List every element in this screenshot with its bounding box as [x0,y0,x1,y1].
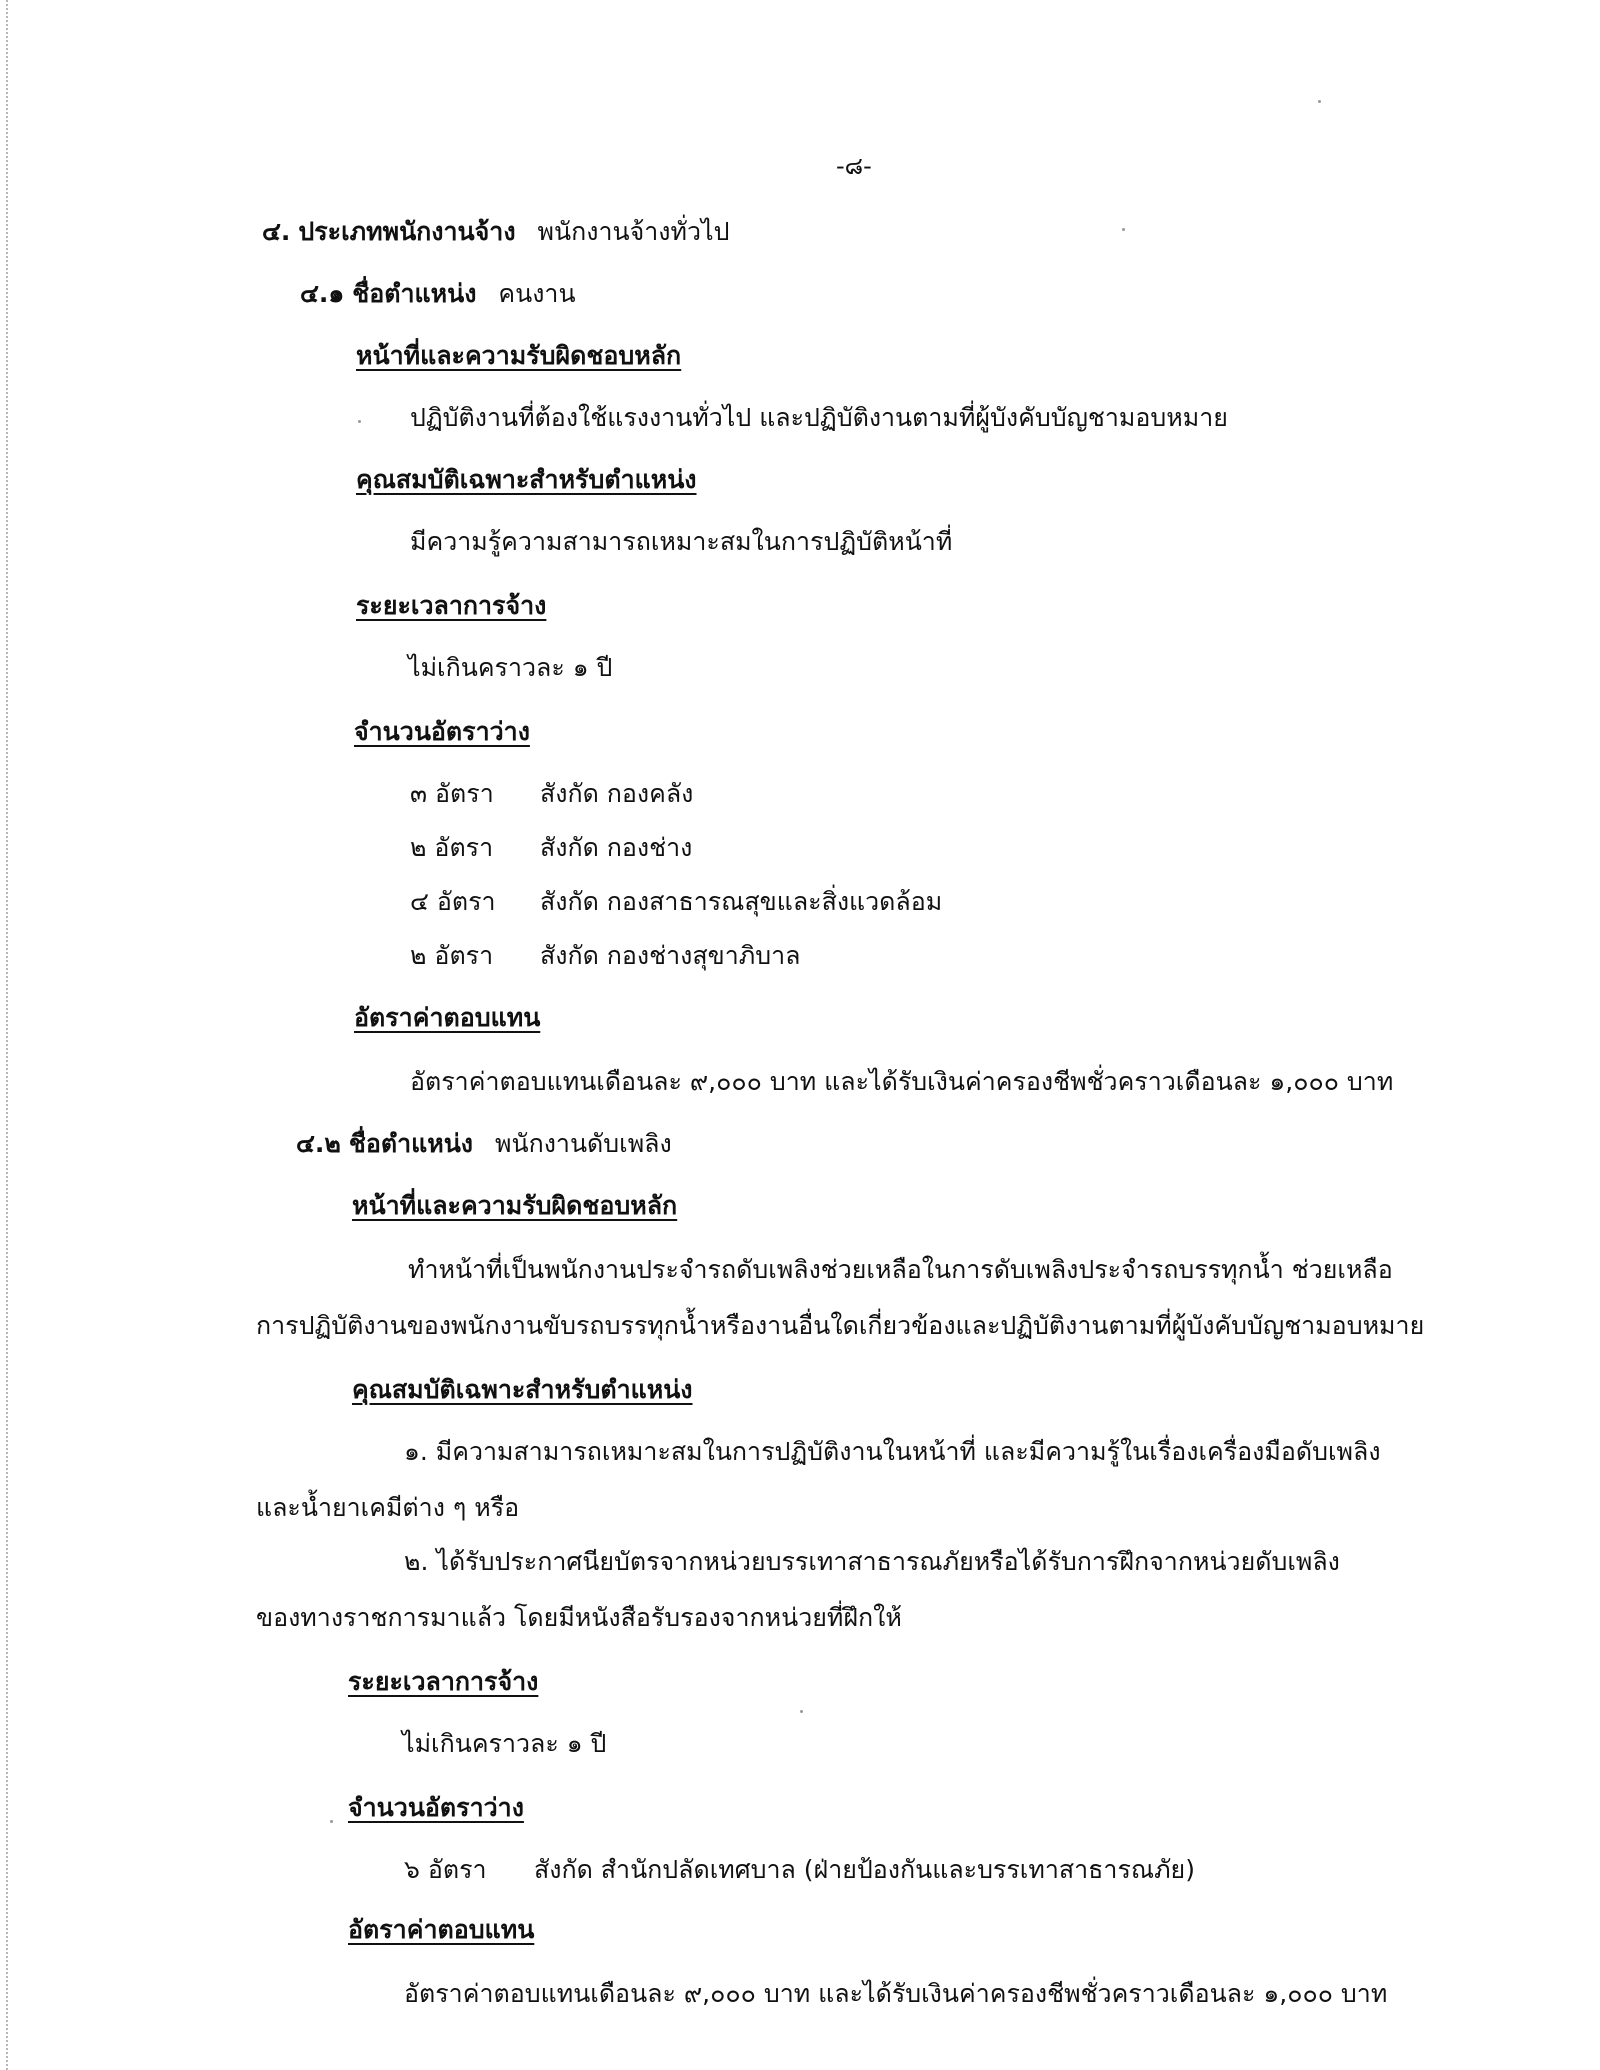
list-item [410,938,800,974]
position1-duties-text: ปฏิบัติงานที่ต้องใช้แรงงานทั่วไป และปฏิบัติงานตามที่ผู้บังคับบัญชามอบหมาย [410,403,1228,432]
position1-label: ชื่อตำแหน่ง [352,279,477,308]
position2-qual1-line1: ๑. มีความสามารถเหมาะสมในการปฏิบัติงานในหน้าที่ และมีความรู้ในเรื่องเครื่องมือดับเพลิง [404,1437,1381,1466]
position1-pay-text: อัตราค่าตอบแทนเดือนละ ๙,๐๐๐ บาท และได้รับเงินค่าครองชีพชั่วคราวเดือนละ ๑,๐๐๐ บาท [410,1067,1394,1096]
position1-qual-text: มีความรู้ความสามารถเหมาะสมในการปฏิบัติหน้าที่ [410,527,953,556]
page-number: -๘- [836,152,872,180]
position1-pay-heading: อัตราค่าตอบแทน [354,1003,541,1032]
vacancy-dept: สังกัด สำนักปลัดเทศบาล (ฝ่ายป้องกันและบรรเทาสาธารณภัย) [534,1855,1195,1884]
position2-qual2-line1: ๒. ได้รับประกาศนียบัตรจากหน่วยบรรเทาสาธารณภัยหรือได้รับการฝึกจากหน่วยดับเพลิง [404,1547,1340,1576]
position2-heading [296,1126,672,1162]
list-item [410,830,692,866]
position2-number: ๔.๒ [296,1129,341,1158]
section-heading [262,214,729,250]
vacancy-count: ๓ อัตรา [410,779,494,808]
vacancy-count: ๖ อัตรา [404,1855,487,1884]
position2-qual-heading: คุณสมบัติเฉพาะสำหรับตำแหน่ง [352,1375,693,1404]
scan-speck [1318,100,1321,103]
position2-period-heading: ระยะเวลาการจ้าง [348,1667,539,1696]
position2-pay-heading: อัตราค่าตอบแทน [348,1915,535,1944]
position2-duties-line1: ทำหน้าที่เป็นพนักงานประจำรถดับเพลิงช่วยเหลือในการดับเพลิงประจำรถบรรทุกน้ำ ช่วยเหลือ [408,1255,1393,1284]
section-number: ๔. [262,217,291,246]
vacancy-count: ๒ อัตรา [410,833,494,862]
scan-speck [800,1710,803,1713]
vacancy-dept: สังกัด กองคลัง [540,779,694,808]
list-item [404,1852,1195,1888]
position1-qual-heading: คุณสมบัติเฉพาะสำหรับตำแหน่ง [356,465,697,494]
position2-pay-text: อัตราค่าตอบแทนเดือนละ ๙,๐๐๐ บาท และได้รับเงินค่าครองชีพชั่วคราวเดือนละ ๑,๐๐๐ บาท [404,1979,1388,2008]
position1-heading [300,276,576,312]
position2-label: ชื่อตำแหน่ง [348,1129,474,1158]
scan-speck [358,420,361,423]
position1-number: ๔.๑ [300,279,345,308]
position1-period-heading: ระยะเวลาการจ้าง [356,591,547,620]
list-item [410,884,942,920]
position2-qual1-line2: และน้ำยาเคมีต่าง ๆ หรือ [256,1493,520,1522]
vacancy-dept: สังกัด กองสาธารณสุขและสิ่งแวดล้อม [540,887,943,916]
position1-period-text: ไม่เกินคราวละ ๑ ปี [408,653,613,682]
position2-duties-line2: การปฏิบัติงานของพนักงานขับรถบรรทุกน้ำหรืองานอื่นใดเกี่ยวข้องและปฏิบัติงานตามที่ผู้บังคับบัญชามอบหมาย [256,1311,1425,1340]
position1-duties-heading: หน้าที่และความรับผิดชอบหลัก [356,341,682,370]
position2-vacancy-heading: จำนวนอัตราว่าง [348,1793,524,1822]
position2-qual2-line2: ของทางราชการมาแล้ว โดยมีหนังสือรับรองจากหน่วยที่ฝึกให้ [256,1603,902,1632]
vacancy-dept: สังกัด กองช่างสุขาภิบาล [540,941,801,970]
binding-edge [6,0,8,2070]
position1-vacancy-heading: จำนวนอัตราว่าง [354,717,530,746]
position2-title: พนักงานดับเพลิง [495,1129,672,1158]
list-item [410,776,693,812]
scan-speck [1122,228,1125,231]
vacancy-count: ๔ อัตรา [410,887,496,916]
position2-period-text: ไม่เกินคราวละ ๑ ปี [402,1729,607,1758]
position1-title: คนงาน [498,279,576,308]
position2-duties-heading: หน้าที่และความรับผิดชอบหลัก [352,1191,678,1220]
vacancy-count: ๒ อัตรา [410,941,494,970]
vacancy-dept: สังกัด กองช่าง [540,833,693,862]
scan-speck [330,1820,333,1823]
section-label: ประเภทพนักงานจ้าง [298,217,516,246]
section-value: พนักงานจ้างทั่วไป [537,217,730,246]
